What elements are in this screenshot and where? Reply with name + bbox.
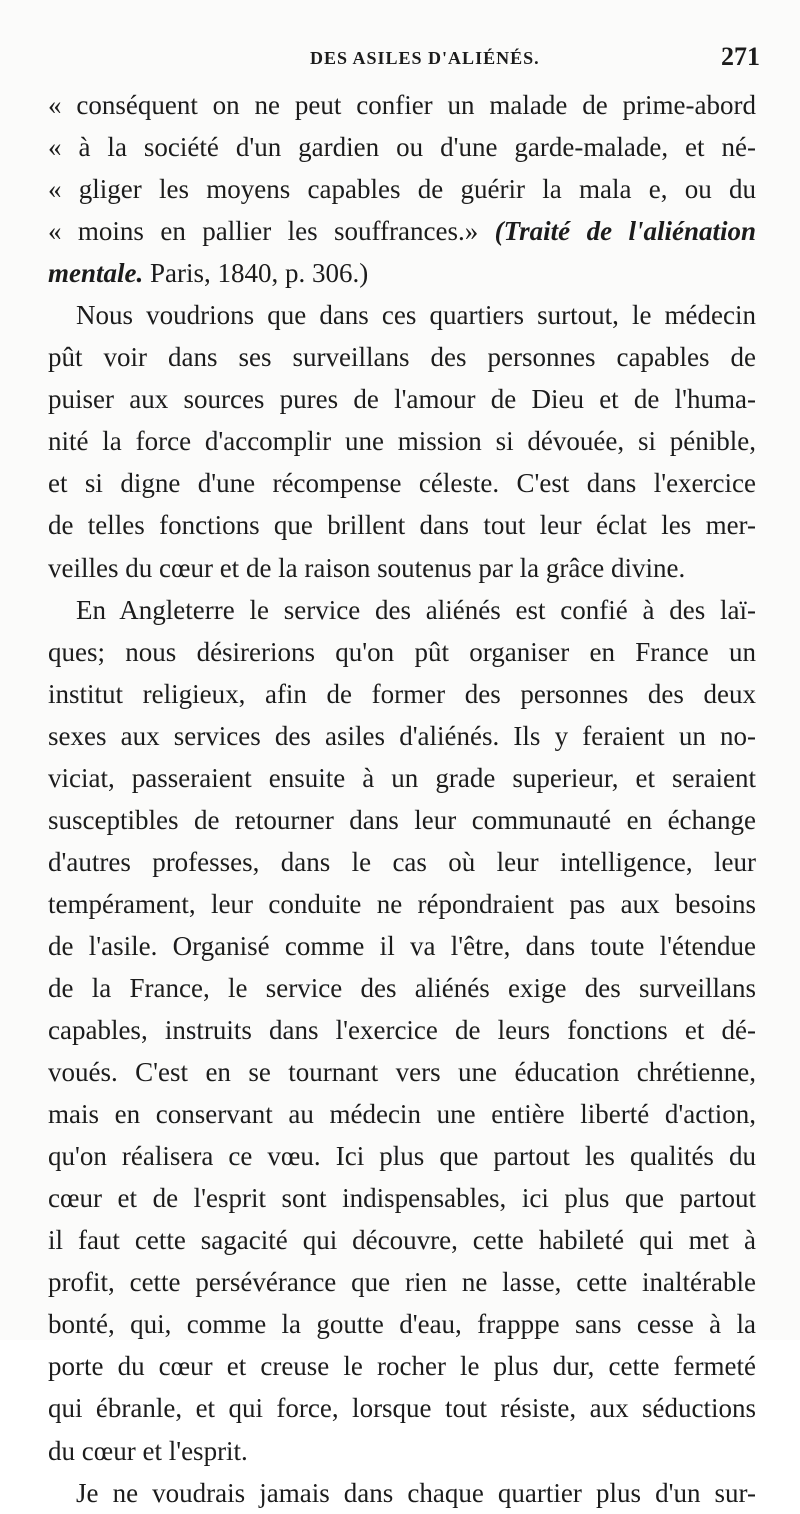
text-line: susceptibles de retourner dans leur communauté en échange [48, 804, 756, 835]
text-line: et si digne d'une récompense céleste. C'est dans l'exercice [48, 468, 756, 499]
citation-title: (Traité de l'aliénation [494, 216, 756, 247]
text-line: il faut cette sagacité qui découvre, cette habileté qui met à [48, 1225, 756, 1256]
text-line: nité la force d'accomplir une mission si dévouée, si pénible, [48, 426, 756, 457]
citation-title-cont: mentale. [48, 258, 144, 289]
text-line: puiser aux sources pures de l'amour de Dieu et de l'huma- [48, 384, 756, 415]
text-line: qu'on réalisera ce vœu. Ici plus que partout les qualités du [48, 1141, 756, 1172]
text-line: mais en conservant au médecin une entière liberté d'action, [48, 1099, 756, 1130]
text-line: sexes aux services des asiles d'aliénés. Ils y feraient un no- [48, 720, 756, 751]
text-line: ques; nous désirerions qu'on pût organiser en France un [48, 636, 756, 667]
text-line: du cœur et l'esprit. [48, 1435, 248, 1466]
text-line: voués. C'est en se tournant vers une éducation chrétienne, [48, 1057, 756, 1088]
page-number: 271 [721, 42, 760, 71]
paragraph-start: En Angleterre le service des aliénés est confié à des laï- [76, 594, 756, 625]
text-line: veilles du cœur et de la raison soutenus par la grâce divine. [48, 552, 686, 583]
page-header [40, 40, 760, 80]
text-line: capables, instruits dans l'exercice de leurs fonctions et dé- [48, 1015, 756, 1046]
quote-end: « moins en pallier les souffrances.» [48, 216, 479, 247]
text-line: institut religieux, afin de former des personnes des deux [48, 678, 756, 709]
text-line-with-citation [48, 252, 756, 294]
text-line: de telles fonctions que brillent dans tout leur éclat les mer- [48, 510, 756, 541]
text-line: profit, cette persévérance que rien ne lasse, cette inaltérable [48, 1267, 756, 1298]
text-line: tempérament, leur conduite ne répondraient pas aux besoins [48, 888, 756, 919]
text-line: de l'asile. Organisé comme il va l'être, dans toute l'étendue [48, 930, 756, 961]
text-line: pût voir dans ses surveillans des personnes capables de [48, 342, 756, 373]
text-line: « conséquent on ne peut confier un malade de prime-abord [48, 90, 756, 120]
text-line: qui ébranle, et qui force, lorsque tout résiste, aux séductions [48, 1393, 756, 1424]
running-title: DES ASILES D'ALIÉNÉS. [310, 48, 540, 68]
text-line: bonté, qui, comme la goutte d'eau, frapppe sans cesse à la [48, 1309, 756, 1340]
paragraph-start: Nous voudrions que dans ces quartiers surtout, le médecin [76, 300, 756, 331]
text-line: de la France, le service des aliénés exige des surveillans [48, 972, 756, 1003]
text-line: « gliger les moyens capables de guérir la mala e, ou du [48, 174, 756, 205]
paragraph-start: Je ne voudrais jamais dans chaque quartier plus d'un sur- [76, 1477, 756, 1508]
page-body [48, 84, 756, 1514]
text-line-with-citation [48, 210, 756, 252]
text-line: porte du cœur et creuse le rocher le plus dur, cette fermeté [48, 1351, 756, 1382]
text-line: d'autres professes, dans le cas où leur intelligence, leur [48, 846, 756, 877]
citation-details: Paris, 1840, p. 306.) [150, 258, 369, 289]
text-line: cœur et de l'esprit sont indispensables, ici plus que partout [48, 1183, 756, 1214]
text-line: « à la société d'un gardien ou d'une garde-malade, et né- [48, 132, 756, 163]
text-line: viciat, passeraient ensuite à un grade superieur, et seraient [48, 762, 756, 793]
